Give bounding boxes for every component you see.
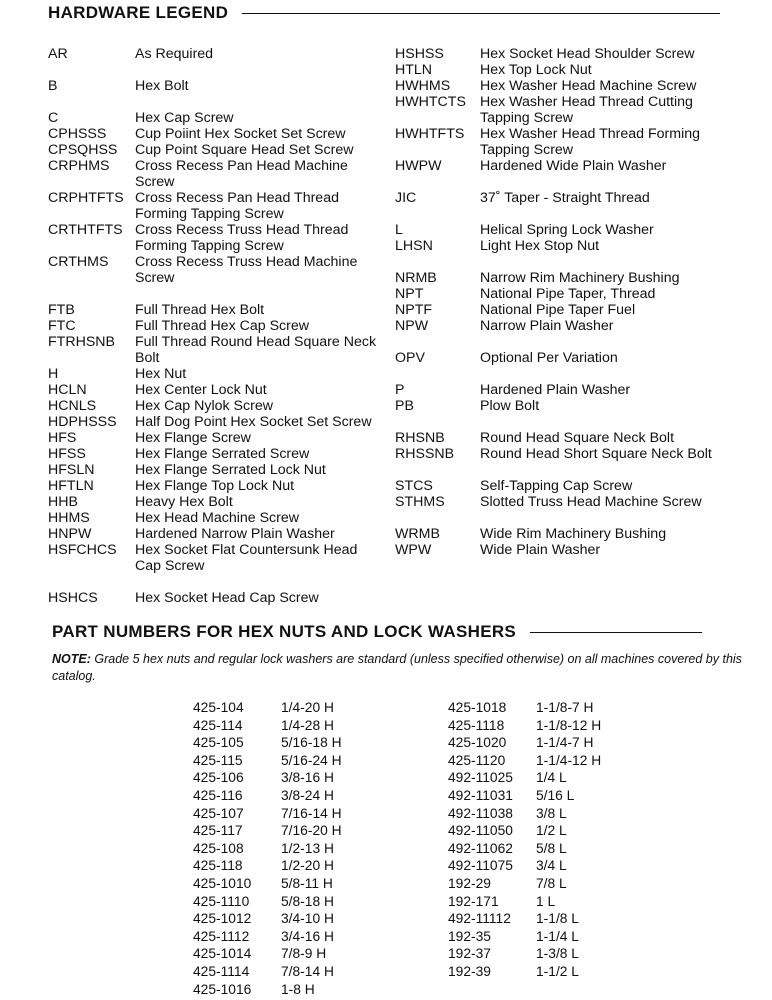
part-number: 425-1014 <box>193 946 252 962</box>
legend-definition: Full Thread Round Head Square Neck Bolt <box>135 334 377 366</box>
legend-abbreviation: WRMB <box>395 526 440 542</box>
legend-spacer <box>48 94 383 110</box>
legend-entry <box>395 126 740 158</box>
legend-spacer <box>395 366 740 382</box>
legend-abbreviation: NPW <box>395 318 429 334</box>
legend-abbreviation: B <box>48 78 58 94</box>
part-number: 425-104 <box>193 700 244 715</box>
legend-entry <box>48 318 383 334</box>
part-number: 192-37 <box>448 946 491 962</box>
part-number-row <box>193 752 342 770</box>
legend-abbreviation: FTB <box>48 302 75 318</box>
legend-right-column <box>395 46 740 558</box>
legend-definition: Cup Poiint Hex Socket Set Screw <box>135 126 346 142</box>
legend-abbreviation: HFS <box>48 430 77 446</box>
legend-definition: National Pipe Taper Fuel <box>480 302 636 318</box>
legend-definition: Round Head Short Square Neck Bolt <box>480 446 712 462</box>
legend-entry <box>48 46 383 62</box>
part-number: 425-1114 <box>193 963 250 979</box>
part-number: 492-11050 <box>448 823 513 839</box>
legend-abbreviation: HHB <box>48 494 78 510</box>
legend-spacer <box>395 462 740 478</box>
part-number: 425-1016 <box>193 981 252 997</box>
legend-entry <box>395 46 740 62</box>
part-number: 425-117 <box>193 823 243 839</box>
part-number: 492-11038 <box>448 805 513 821</box>
legend-abbreviation: HWPW <box>395 158 442 174</box>
part-number: 492-11025 <box>448 770 513 786</box>
part-number: 425-116 <box>193 787 243 803</box>
legend-entry <box>48 334 383 366</box>
part-number-row <box>193 945 342 963</box>
part-number-row <box>193 875 342 893</box>
part-number-row <box>448 875 601 893</box>
legend-entry <box>395 430 740 446</box>
legend-definition: Slotted Truss Head Machine Screw <box>480 494 702 510</box>
legend-spacer <box>395 510 740 526</box>
legend-spacer <box>395 206 740 222</box>
legend-definition: Hex Socket Head Shoulder Screw <box>480 46 695 62</box>
part-number-row <box>448 752 601 770</box>
part-size: 1-1/4 L <box>536 928 579 944</box>
legend-definition: Hex Flange Screw <box>135 430 251 446</box>
legend-entry <box>48 366 383 382</box>
part-size: 1 L <box>536 893 556 909</box>
part-size: 7/16-14 H <box>281 805 342 821</box>
legend-entry <box>395 94 740 126</box>
legend-abbreviation: CRTHMS <box>48 254 109 270</box>
part-size: 3/8 L <box>536 805 567 821</box>
part-size: 1/4-20 H <box>281 700 334 715</box>
legend-definition: 37˚ Taper - Straight Thread <box>480 190 650 206</box>
part-number: 425-1010 <box>193 875 252 891</box>
part-number: 192-39 <box>448 963 491 979</box>
legend-definition: Hex Washer Head Machine Screw <box>480 78 697 94</box>
legend-entry <box>48 526 383 542</box>
legend-abbreviation: AR <box>48 46 68 62</box>
legend-definition: Half Dog Point Hex Socket Set Screw <box>135 414 372 430</box>
legend-abbreviation: HWHTFTS <box>395 126 465 142</box>
legend-entry <box>48 414 383 430</box>
part-number: 425-107 <box>193 805 244 821</box>
legend-definition: Light Hex Stop Nut <box>480 238 600 254</box>
part-size: 3/4-16 H <box>281 928 334 944</box>
note-paragraph <box>52 651 742 685</box>
legend-spacer <box>48 286 383 302</box>
part-number: 425-1110 <box>193 893 250 909</box>
part-size: 3/4-10 H <box>281 911 334 927</box>
part-number-row <box>448 910 601 928</box>
part-size: 5/8 L <box>536 840 567 856</box>
legend-abbreviation: LHSN <box>395 238 433 254</box>
legend-definition: Cross Recess Pan Head Thread Forming Tapping Screw <box>135 190 339 222</box>
legend-abbreviation: CPHSSS <box>48 126 107 142</box>
part-number: 425-1112 <box>193 928 250 944</box>
legend-abbreviation: HNPW <box>48 526 92 542</box>
legend-abbreviation: CRTHTFTS <box>48 222 123 238</box>
part-number-row <box>193 981 342 999</box>
part-number-row <box>448 963 601 981</box>
part-number-row <box>193 717 342 735</box>
legend-definition: Cross Recess Pan Head Machine Screw <box>135 158 348 190</box>
legend-definition: Hex Flange Serrated Lock Nut <box>135 462 326 478</box>
part-size: 1/2 L <box>536 823 567 839</box>
legend-definition: Cross Recess Truss Head Thread Forming Tapping Screw <box>135 222 349 254</box>
legend-abbreviation: WPW <box>395 542 432 558</box>
legend-abbreviation: HCLN <box>48 382 87 398</box>
part-number: 425-105 <box>193 735 244 751</box>
legend-abbreviation: STCS <box>395 478 433 494</box>
legend-entry <box>48 302 383 318</box>
legend-entry <box>48 430 383 446</box>
part-number: 425-1018 <box>448 700 507 715</box>
legend-entry <box>48 478 383 494</box>
note-label: NOTE: <box>52 652 91 666</box>
legend-entry <box>395 542 740 558</box>
part-number: 425-115 <box>193 752 243 768</box>
legend-abbreviation: HSFCHCS <box>48 542 117 558</box>
part-number: 492-11075 <box>448 858 513 874</box>
part-size: 3/8-16 H <box>281 770 334 786</box>
legend-entry <box>48 190 383 222</box>
legend-entry <box>395 398 740 414</box>
part-number-row <box>193 805 342 823</box>
part-number-row <box>193 734 342 752</box>
legend-spacer <box>48 574 383 590</box>
part-size: 5/16-24 H <box>281 752 342 768</box>
legend-entry <box>395 318 740 334</box>
legend-entry <box>395 350 740 366</box>
part-number-row <box>193 963 342 981</box>
legend-definition: Heavy Hex Bolt <box>135 494 233 510</box>
legend-definition: Cup Point Square Head Set Screw <box>135 142 354 158</box>
legend-abbreviation: HCNLS <box>48 398 97 414</box>
part-size: 1-1/8 L <box>536 911 579 927</box>
legend-definition: Wide Plain Washer <box>480 542 601 558</box>
note-text: Grade 5 hex nuts and regular lock washers are standard (unless specified otherwise) on all machines covered by this catalog. <box>52 652 742 683</box>
legend-abbreviation: NRMB <box>395 270 437 286</box>
heading-rule <box>530 632 702 633</box>
legend-definition: Hex Socket Head Cap Screw <box>135 590 319 606</box>
part-size: 7/8-9 H <box>281 946 327 962</box>
part-number-row <box>193 699 342 717</box>
part-number-row <box>448 699 601 717</box>
legend-abbreviation: HFSS <box>48 446 86 462</box>
legend-entry <box>395 158 740 174</box>
part-number-row <box>448 769 601 787</box>
part-number: 425-108 <box>193 840 244 856</box>
legend-entry <box>395 446 740 462</box>
legend-definition: Hex Bolt <box>135 78 189 94</box>
legend-spacer <box>395 334 740 350</box>
part-size: 7/16-20 H <box>281 823 342 839</box>
legend-definition: Full Thread Hex Cap Screw <box>135 318 309 334</box>
legend-abbreviation: RHSNB <box>395 430 445 446</box>
part-size: 3/8-24 H <box>281 787 334 803</box>
legend-entry <box>48 462 383 478</box>
legend-entry <box>395 478 740 494</box>
part-number-row <box>193 787 342 805</box>
part-number: 492-11031 <box>448 787 513 803</box>
legend-abbreviation: CRPHTFTS <box>48 190 124 206</box>
part-size: 1-1/4-12 H <box>536 752 602 768</box>
legend-abbreviation: C <box>48 110 59 126</box>
part-size: 5/8-11 H <box>281 875 333 891</box>
legend-entry <box>48 222 383 254</box>
part-number-row <box>448 734 601 752</box>
part-number: 425-1012 <box>193 911 252 927</box>
legend-definition: Hex Head Machine Screw <box>135 510 300 526</box>
legend-abbreviation: PB <box>395 398 414 414</box>
legend-abbreviation: H <box>48 366 59 382</box>
legend-abbreviation: HSHSS <box>395 46 444 62</box>
part-number-row <box>448 928 601 946</box>
part-number: 425-1020 <box>448 735 507 751</box>
legend-definition: Helical Spring Lock Washer <box>480 222 654 238</box>
legend-definition: Self-Tapping Cap Screw <box>480 478 633 494</box>
legend-definition: National Pipe Taper, Thread <box>480 286 656 302</box>
legend-entry <box>395 270 740 286</box>
part-size: 1-8 H <box>281 981 315 997</box>
legend-entry <box>395 494 740 510</box>
legend-entry <box>395 286 740 302</box>
legend-definition: Narrow Rim Machinery Bushing <box>480 270 680 286</box>
legend-definition: Hardened Plain Washer <box>480 382 631 398</box>
legend-spacer <box>395 414 740 430</box>
part-number-row <box>193 928 342 946</box>
legend-definition: Hex Cap Nylok Screw <box>135 398 273 414</box>
hardware-legend-title: HARDWARE LEGEND <box>48 3 229 22</box>
part-number: 425-106 <box>193 770 244 786</box>
legend-abbreviation: HFSLN <box>48 462 95 478</box>
part-number: 425-1120 <box>448 752 506 768</box>
legend-definition: Hex Flange Serrated Screw <box>135 446 310 462</box>
part-number-row <box>448 717 601 735</box>
legend-entry <box>48 510 383 526</box>
part-number: 425-1118 <box>448 717 505 733</box>
part-number-row <box>448 893 601 911</box>
legend-definition: Hex Socket Flat Countersunk Head Cap Screw <box>135 542 358 574</box>
legend-abbreviation: HHMS <box>48 510 90 526</box>
part-size: 1/4 L <box>536 770 567 786</box>
legend-definition: Full Thread Hex Bolt <box>135 302 265 318</box>
legend-definition: Cross Recess Truss Head Machine Screw <box>135 254 358 286</box>
legend-abbreviation: OPV <box>395 350 425 366</box>
legend-definition: Narrow Plain Washer <box>480 318 614 334</box>
part-number: 492-11112 <box>448 911 511 927</box>
legend-spacer <box>395 254 740 270</box>
legend-entry <box>395 78 740 94</box>
part-number-row <box>193 857 342 875</box>
legend-entry <box>48 126 383 142</box>
legend-abbreviation: NPT <box>395 286 424 302</box>
part-number: 425-114 <box>193 717 243 733</box>
legend-entry <box>48 142 383 158</box>
legend-abbreviation: JIC <box>395 190 417 206</box>
legend-entry <box>395 190 740 206</box>
part-size: 3/4 L <box>536 858 567 874</box>
legend-abbreviation: L <box>395 222 403 238</box>
part-size: 1-3/8 L <box>536 946 579 962</box>
legend-definition: Hex Top Lock Nut <box>480 62 592 78</box>
part-number-row <box>193 822 342 840</box>
legend-abbreviation: HFTLN <box>48 478 94 494</box>
legend-entry <box>395 526 740 542</box>
part-number: 492-11062 <box>448 840 513 856</box>
legend-definition: As Required <box>135 46 214 62</box>
heading-rule <box>242 13 720 14</box>
part-size: 5/8-18 H <box>281 893 334 909</box>
part-number-row <box>193 910 342 928</box>
legend-entry <box>48 590 383 606</box>
part-number-row <box>448 840 601 858</box>
part-number-row <box>193 893 342 911</box>
legend-definition: Hex Center Lock Nut <box>135 382 267 398</box>
legend-entry <box>48 542 383 574</box>
part-number-row <box>448 945 601 963</box>
legend-entry <box>48 78 383 94</box>
part-size: 5/16-18 H <box>281 735 342 751</box>
legend-definition: Round Head Square Neck Bolt <box>480 430 675 446</box>
part-number-row <box>448 787 601 805</box>
legend-abbreviation: FTRHSNB <box>48 334 115 350</box>
part-size: 1-1/8-7 H <box>536 700 594 715</box>
legend-entry <box>48 254 383 286</box>
legend-entry <box>395 302 740 318</box>
part-size: 1-1/4-7 H <box>536 735 594 751</box>
legend-definition: Hardened Wide Plain Washer <box>480 158 667 174</box>
part-size: 1/2-13 H <box>281 840 334 856</box>
part-size: 7/8-14 H <box>281 963 334 979</box>
hardware-legend-heading <box>48 3 720 23</box>
legend-entry <box>48 398 383 414</box>
legend-entry <box>395 222 740 238</box>
legend-entry <box>48 110 383 126</box>
legend-definition: Hex Cap Screw <box>135 110 234 126</box>
legend-definition: Plow Bolt <box>480 398 540 414</box>
legend-abbreviation: CRPHMS <box>48 158 110 174</box>
legend-abbreviation: HSHCS <box>48 590 98 606</box>
part-numbers-title: PART NUMBERS FOR HEX NUTS AND LOCK WASHERS <box>52 622 517 641</box>
part-number: 192-29 <box>448 875 491 891</box>
legend-entry <box>48 494 383 510</box>
part-numbers-heading <box>52 622 702 642</box>
part-number: 425-118 <box>193 858 243 874</box>
part-size: 1/4-28 H <box>281 717 334 733</box>
legend-entry <box>48 158 383 190</box>
legend-definition: Hex Washer Head Thread Cutting Tapping Screw <box>480 94 693 126</box>
part-size: 1-1/8-12 H <box>536 717 602 733</box>
legend-abbreviation: HDPHSSS <box>48 414 117 430</box>
legend-entry <box>395 62 740 78</box>
legend-definition: Hex Nut <box>135 366 187 382</box>
legend-entry <box>395 382 740 398</box>
part-size: 7/8 L <box>536 875 567 891</box>
legend-definition: Optional Per Variation <box>480 350 618 366</box>
legend-abbreviation: CPSQHSS <box>48 142 118 158</box>
legend-entry <box>395 238 740 254</box>
legend-abbreviation: NPTF <box>395 302 433 318</box>
legend-definition: Hardened Narrow Plain Washer <box>135 526 335 542</box>
legend-abbreviation: HWHMS <box>395 78 451 94</box>
legend-abbreviation: HTLN <box>395 62 433 78</box>
legend-spacer <box>48 62 383 78</box>
part-number-row <box>448 805 601 823</box>
part-size: 1-1/2 L <box>536 963 579 979</box>
part-size: 5/16 L <box>536 787 575 803</box>
legend-abbreviation: STHMS <box>395 494 445 510</box>
legend-entry <box>48 382 383 398</box>
part-number: 192-35 <box>448 928 491 944</box>
legend-abbreviation: RHSSNB <box>395 446 455 462</box>
legend-definition: Wide Rim Machinery Bushing <box>480 526 667 542</box>
part-numbers-left-column <box>193 699 342 998</box>
part-number-row <box>193 769 342 787</box>
part-number-row <box>448 822 601 840</box>
legend-definition: Hex Flange Top Lock Nut <box>135 478 295 494</box>
legend-abbreviation: FTC <box>48 318 76 334</box>
legend-definition: Hex Washer Head Thread Forming Tapping Screw <box>480 126 700 158</box>
legend-entry <box>48 446 383 462</box>
part-size: 1/2-20 H <box>281 858 334 874</box>
part-numbers-right-column <box>448 699 601 981</box>
part-number-row <box>448 857 601 875</box>
part-number-row <box>193 840 342 858</box>
legend-abbreviation: HWHTCTS <box>395 94 466 110</box>
legend-spacer <box>395 174 740 190</box>
part-number: 192-171 <box>448 893 499 909</box>
legend-left-column <box>48 46 383 606</box>
legend-abbreviation: P <box>395 382 405 398</box>
